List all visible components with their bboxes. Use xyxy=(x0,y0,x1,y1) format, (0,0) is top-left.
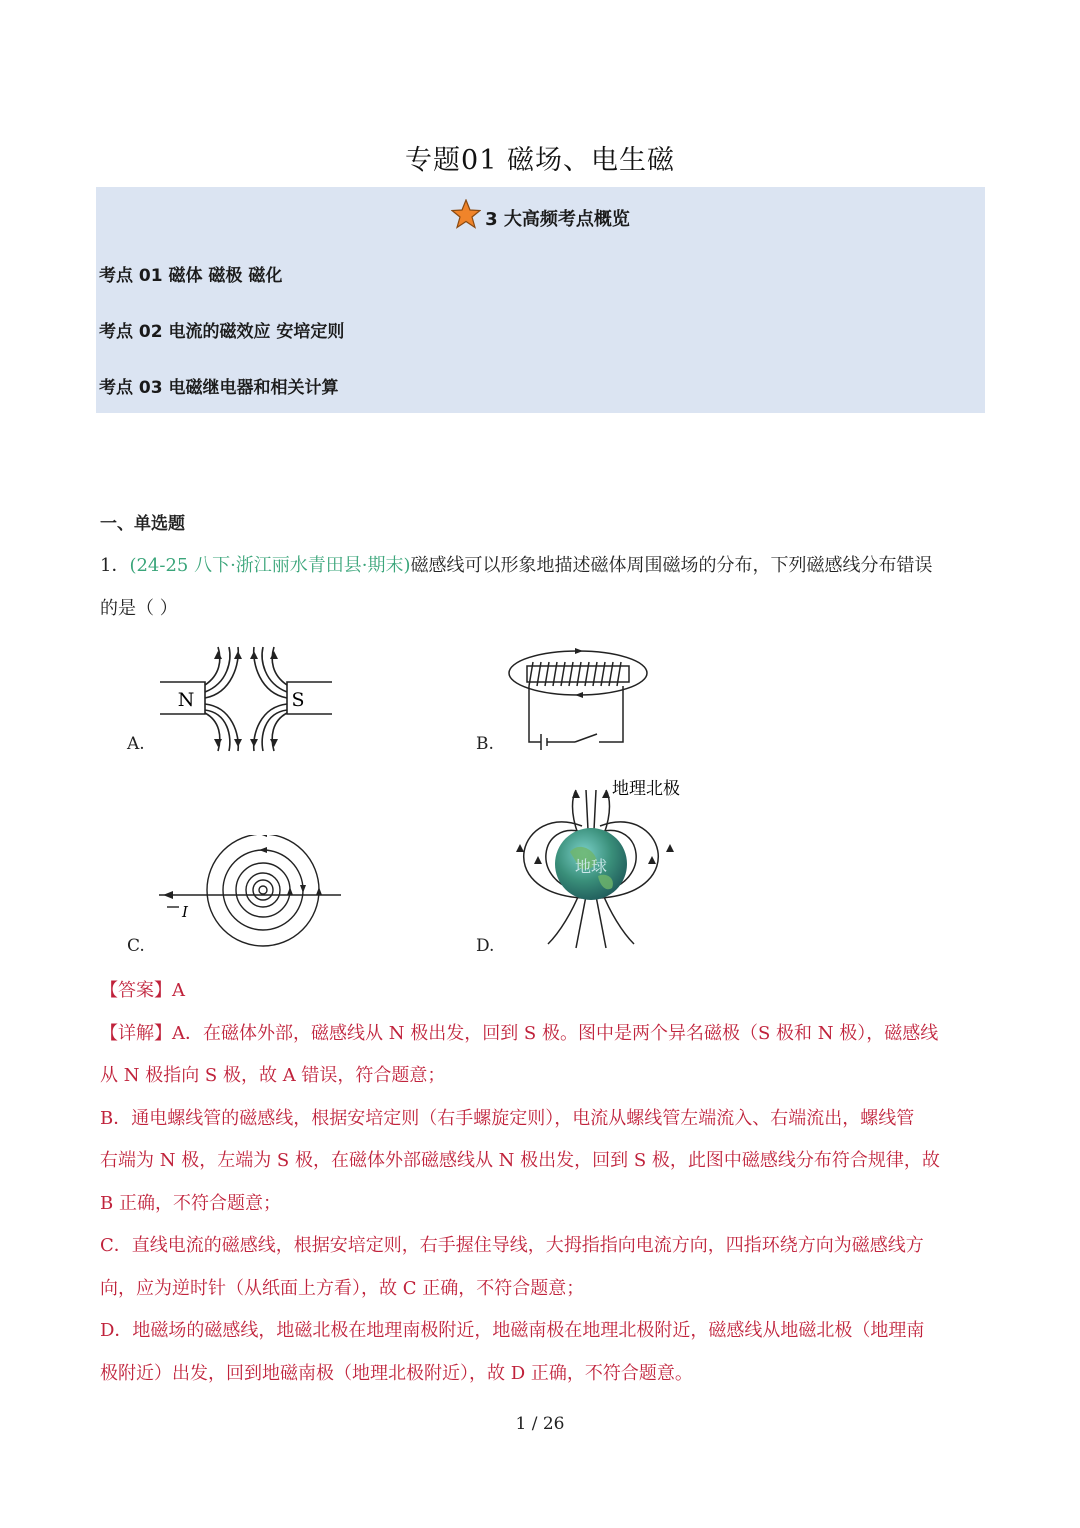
detail-tag: 【详解】 xyxy=(100,1023,172,1044)
figure-b-solenoid xyxy=(505,638,655,750)
question-line-2: 的是（ ） xyxy=(100,598,178,619)
question-number: 1． xyxy=(100,555,130,576)
figure-d-earth-field xyxy=(500,772,695,952)
detail-line: C．直线电流的磁感线，根据安培定则，右手握住导线，大拇指指向电流方向，四指环绕方向为磁感线方 xyxy=(100,1235,924,1256)
detail-line: 右端为 N 极，左端为 S 极，在磁体外部磁感线从 N 极出发，回到 S 极，此图中磁感线分布符合规律，故 xyxy=(100,1150,940,1171)
answer-tag: 【答案】 xyxy=(100,980,172,1001)
overview-heading-text: 3 大高频考点概览 xyxy=(485,209,630,230)
overview-item: 考点 03 电磁继电器和相关计算 xyxy=(99,378,339,398)
question-source: (24-25 八下·浙江丽水青田县·期末) xyxy=(129,555,411,576)
option-d-label: D. xyxy=(476,936,495,956)
page-title: 专题01 磁场、电生磁 xyxy=(405,145,675,176)
section-title: 一、单选题 xyxy=(100,514,185,534)
page-number: 1 / 26 xyxy=(515,1414,565,1434)
answer-value: A xyxy=(172,980,185,1001)
detail-line xyxy=(100,1019,938,1045)
detail-line: 从 N 极指向 S 极，故 A 错误，符合题意； xyxy=(100,1065,446,1086)
n-pole-label: N xyxy=(177,689,195,711)
question-text: 磁感线可以形象地描述磁体周围磁场的分布，下列磁感线分布错误 xyxy=(410,555,933,576)
figure-c-straight-wire xyxy=(155,835,345,955)
detail-line: D．地磁场的磁感线，地磁北极在地理南极附近，地磁南极在地理北极附近，磁感线从地磁北极（地理南 xyxy=(100,1320,925,1341)
question-line-1 xyxy=(100,551,933,577)
detail-line: B 正确，不符合题意； xyxy=(100,1193,281,1214)
option-c-label: C. xyxy=(127,936,145,956)
answer-line xyxy=(100,976,185,1002)
detail-line: B．通电螺线管的磁感线，根据安培定则（右手螺旋定则），电流从螺线管左端流入、右端流出，螺线管 xyxy=(100,1108,915,1129)
overview-box xyxy=(96,187,985,413)
detail-text: A．在磁体外部，磁感线从 N 极出发，回到 S 极。图中是两个异名磁极（S 极和 N 极），磁感线 xyxy=(172,1023,939,1044)
overview-heading xyxy=(96,199,985,234)
star-icon xyxy=(451,199,481,234)
earth-label: 地球 xyxy=(574,857,608,876)
option-b-label: B. xyxy=(476,734,494,754)
detail-line: 向，应为逆时针（从纸面上方看），故 C 正确，不符合题意； xyxy=(100,1278,585,1299)
figure-a-magnets xyxy=(150,645,350,755)
overview-item: 考点 01 磁体 磁极 磁化 xyxy=(99,266,283,286)
s-pole-label: S xyxy=(291,689,305,711)
geo-north-label: 地理北极 xyxy=(612,779,680,799)
detail-line: 极附近）出发，回到地磁南极（地理北极附近），故 D 正确，不符合题意。 xyxy=(100,1363,693,1384)
option-a-label: A. xyxy=(127,734,145,754)
current-label: I xyxy=(182,903,188,921)
overview-item: 考点 02 电流的磁效应 安培定则 xyxy=(99,322,345,342)
